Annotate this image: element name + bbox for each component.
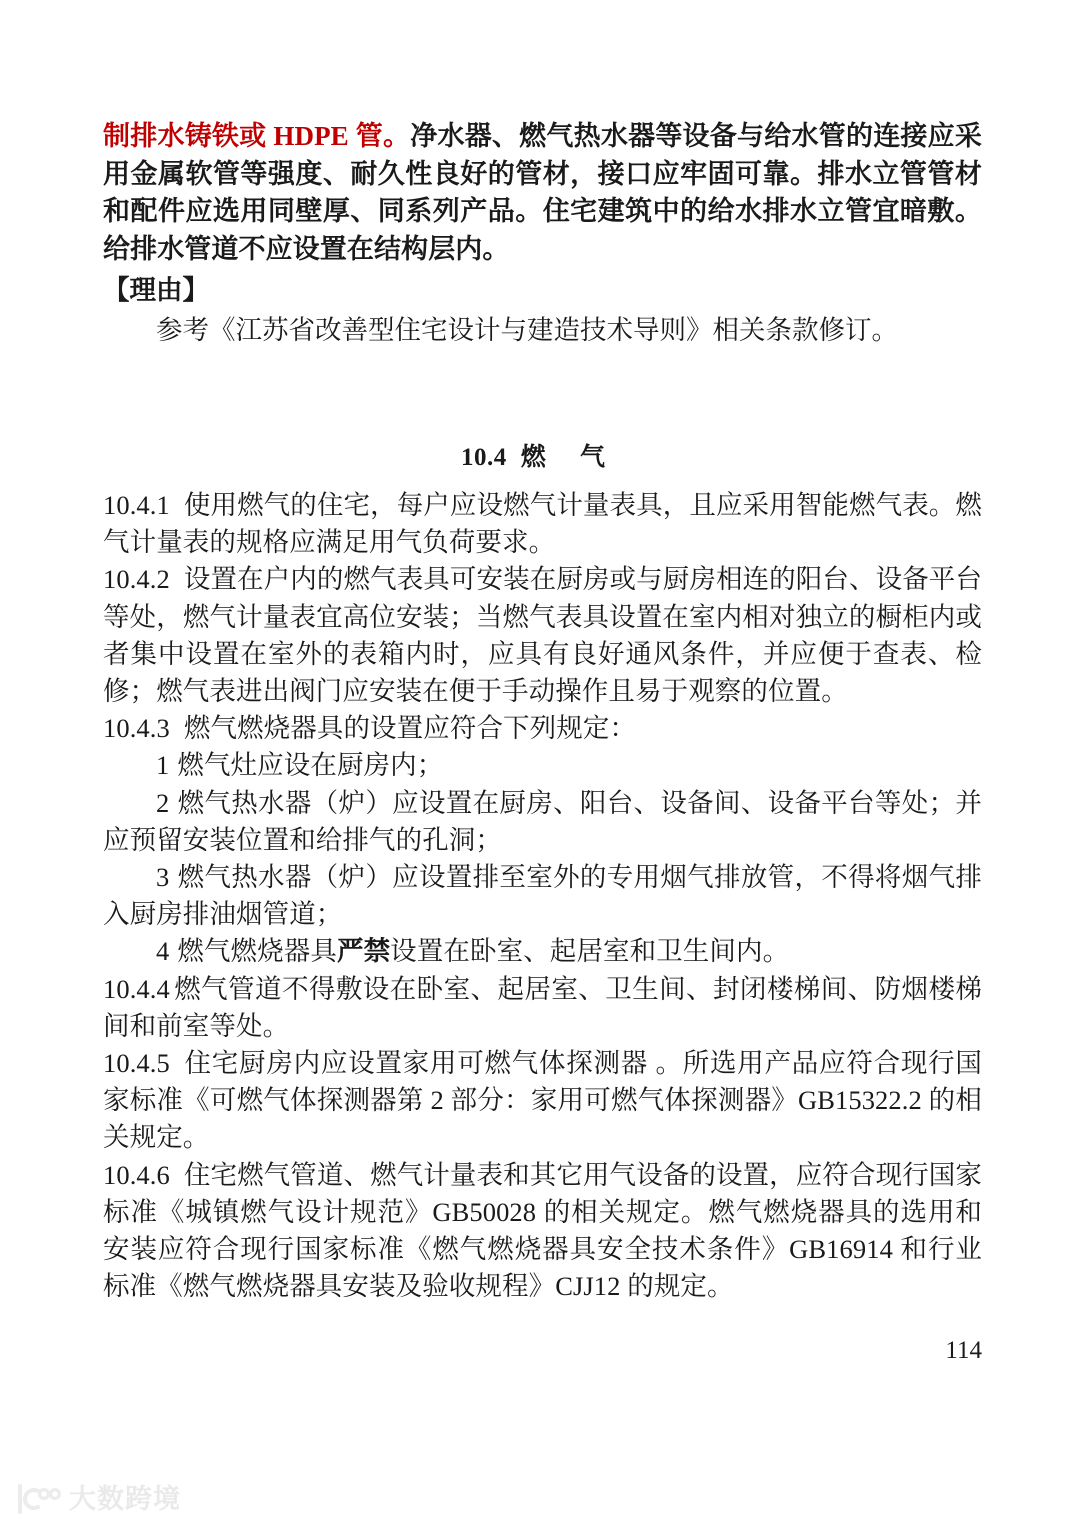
section-heading — [0, 437, 1080, 473]
subitem-text: 燃气灶应设在厨房内； — [177, 750, 444, 781]
subitem-text: 燃气热水器（炉）应设置排至室外的专用烟气排放管，不得将烟气排入厨房排油烟管道； — [103, 862, 982, 930]
clause-number: 10.4.1 — [103, 490, 170, 520]
subitem-1 — [103, 747, 982, 784]
clause-text: 燃气管道不得敷设在卧室、起居室、卫生间、封闭楼梯间、防烟楼梯间和前室等处。 — [103, 973, 982, 1041]
subitem-number: 4 — [156, 936, 170, 967]
revised-text-highlight: 制排水铸铁或 HDPE 管。 — [103, 121, 411, 151]
subitem-number: 1 — [156, 750, 170, 781]
clause-number: 10.4.6 — [103, 1159, 170, 1190]
subitem-text-after: 设置在卧室、起居室和卫生间内。 — [390, 936, 790, 967]
revision-block — [103, 118, 982, 349]
clause-text: 燃气燃烧器具的设置应符合下列规定： — [183, 713, 637, 744]
clause-10-4-2 — [103, 561, 982, 710]
watermark — [14, 1482, 181, 1516]
clause-list — [103, 487, 982, 1305]
reason-heading: 【理由】 — [103, 275, 209, 305]
subitem-number: 2 — [156, 787, 170, 818]
section-number: 10.4 — [460, 444, 507, 471]
subitem-3 — [103, 859, 982, 933]
subitem-text: 燃气热水器（炉）应设置在厨房、阳台、设备间、设备平台等处；并应预留安装位置和给排气的孔洞； — [103, 787, 982, 855]
clause-10-4-3 — [103, 710, 982, 747]
watermark-logo-icon — [14, 1482, 62, 1516]
clause-10-4-5 — [103, 1045, 982, 1157]
clause-10-4-4 — [103, 971, 982, 1045]
watermark-text: 大数跨境 — [69, 1483, 181, 1515]
clause-text: 设置在户内的燃气表具可安装在厨房或与厨房相连的阳台、设备平台等处，燃气计量表宜高位安装；当燃气表具设置在室内相对独立的橱柜内或者集中设置在室外的表箱内时，应具有良好通风条件，并应便于查表、检修；燃气表进出阀门应安装在便于手动操作且易于观察的位置。 — [103, 564, 982, 707]
clause-text: 住宅燃气管道、燃气计量表和其它用气设备的设置，应符合现行国家标准《城镇燃气设计规范》GB50028 的相关规定。燃气燃烧器具的选用和安装应符合现行国家标准《燃气燃烧器具安全技术条件》GB16914 和行业标准《燃气燃烧器具安装及验收规程》CJJ12 的规定。 — [103, 1159, 982, 1302]
clause-number: 10.4.4 — [103, 973, 170, 1004]
clause-number: 10.4.3 — [103, 713, 170, 744]
clause-10-4-6 — [103, 1157, 982, 1306]
clause-text: 住宅厨房内应设置家用可燃气体探测器 。所选用产品应符合现行国家标准《可燃气体探测器第 2 部分：家用可燃气体探测器》GB15322.2 的相关规定。 — [103, 1048, 982, 1153]
page-number: 114 — [945, 1337, 982, 1364]
revised-clause-paragraph — [103, 118, 982, 268]
clause-10-4-1 — [103, 487, 982, 561]
subitem-emphasis: 严禁 — [336, 936, 391, 967]
clause-text: 使用燃气的住宅，每户应设燃气计量表具，且应采用智能燃气表。燃气计量表的规格应满足用气负荷要求。 — [103, 490, 982, 558]
subitem-number: 3 — [156, 862, 170, 893]
subitem-2 — [103, 785, 982, 859]
reason-body: 参考《江苏省改善型住宅设计与建造技术导则》相关条款修订。 — [156, 315, 898, 346]
clause-number: 10.4.5 — [103, 1048, 170, 1079]
clause-number: 10.4.2 — [103, 564, 170, 595]
section-title: 燃 气 — [520, 444, 619, 471]
subitem-4 — [103, 933, 982, 970]
subitem-text-before: 燃气燃烧器具 — [177, 936, 337, 967]
revised-clause-body: 净水器、燃气热水器等设备与给水管的连接应采用金属软管等强度、耐久性良好的管材，接口应牢固可靠。排水立管管材和配件应选用同壁厚、同系列产品。住宅建筑中的给水排水立管宜暗敷。给排水管道不应设置在结构层内。 — [103, 121, 982, 264]
